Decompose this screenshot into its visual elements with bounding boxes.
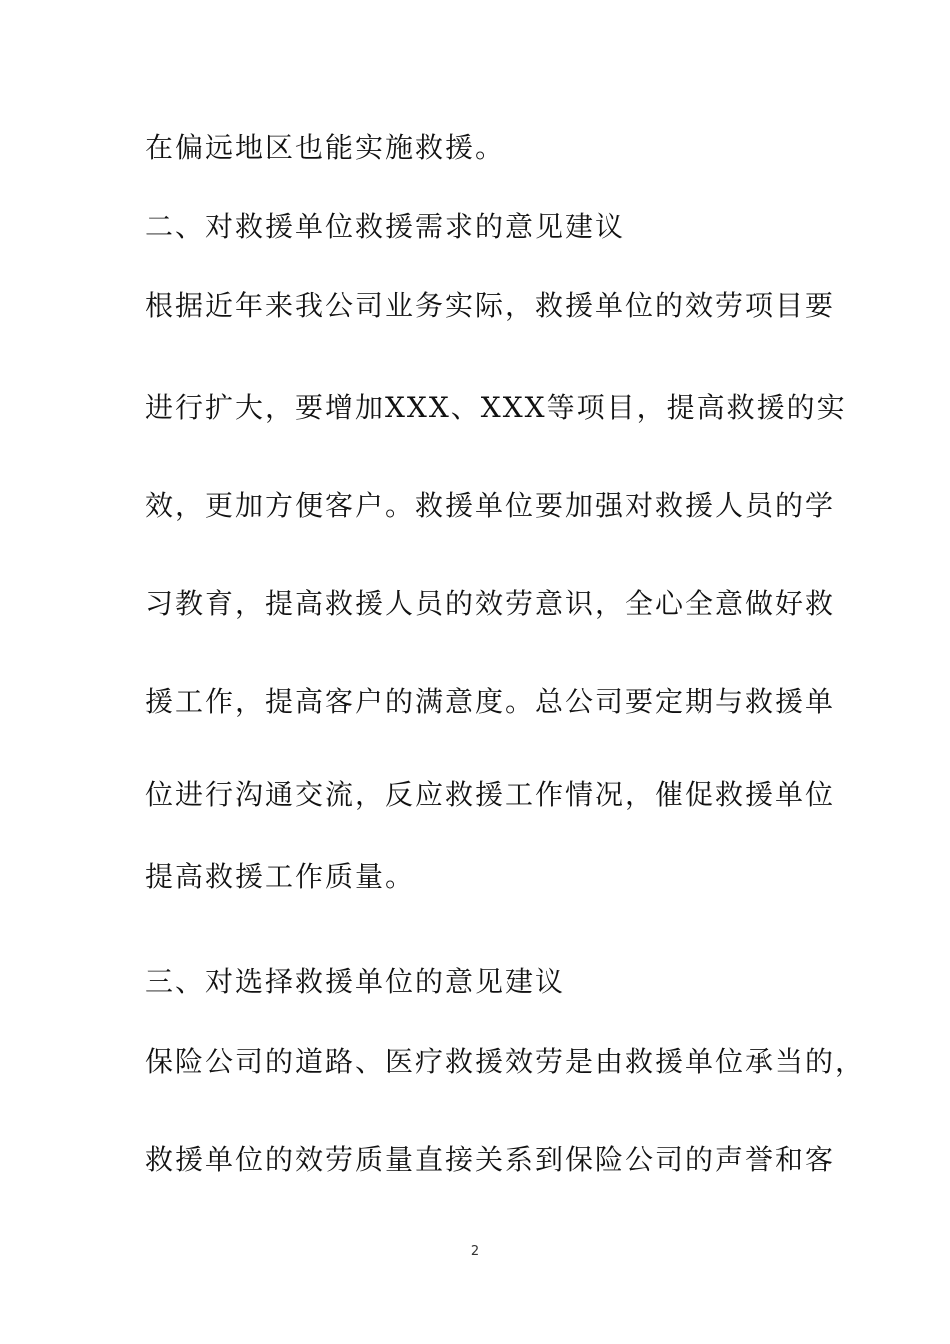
body-text-line: 在偏远地区也能实施救援。 <box>145 131 506 164</box>
body-text-line: 进行扩大，要增加XXX、XXX等项目，提高救援的实 <box>145 391 847 424</box>
section-heading: 三、对选择救援单位的意见建议 <box>145 965 566 998</box>
body-text-line: 保险公司的道路、医疗救援效劳是由救援单位承当的， <box>145 1045 866 1078</box>
page-number: 2 <box>470 1244 480 1259</box>
section-heading: 二、对救援单位救援需求的意见建议 <box>145 210 626 243</box>
body-text-line: 效，更加方便客户。救援单位要加强对救援人员的学 <box>145 489 836 522</box>
body-text-line: 根据近年来我公司业务实际，救援单位的效劳项目要 <box>145 289 836 322</box>
body-text-line: 援工作，提高客户的满意度。总公司要定期与救援单 <box>145 685 836 718</box>
body-text-line: 提高救援工作质量。 <box>145 860 416 893</box>
body-text-line: 位进行沟通交流，反应救援工作情况，催促救援单位 <box>145 778 836 811</box>
body-text-line: 救援单位的效劳质量直接关系到保险公司的声誉和客 <box>145 1143 836 1176</box>
body-text-line: 习教育，提高救援人员的效劳意识，全心全意做好救 <box>145 587 836 620</box>
